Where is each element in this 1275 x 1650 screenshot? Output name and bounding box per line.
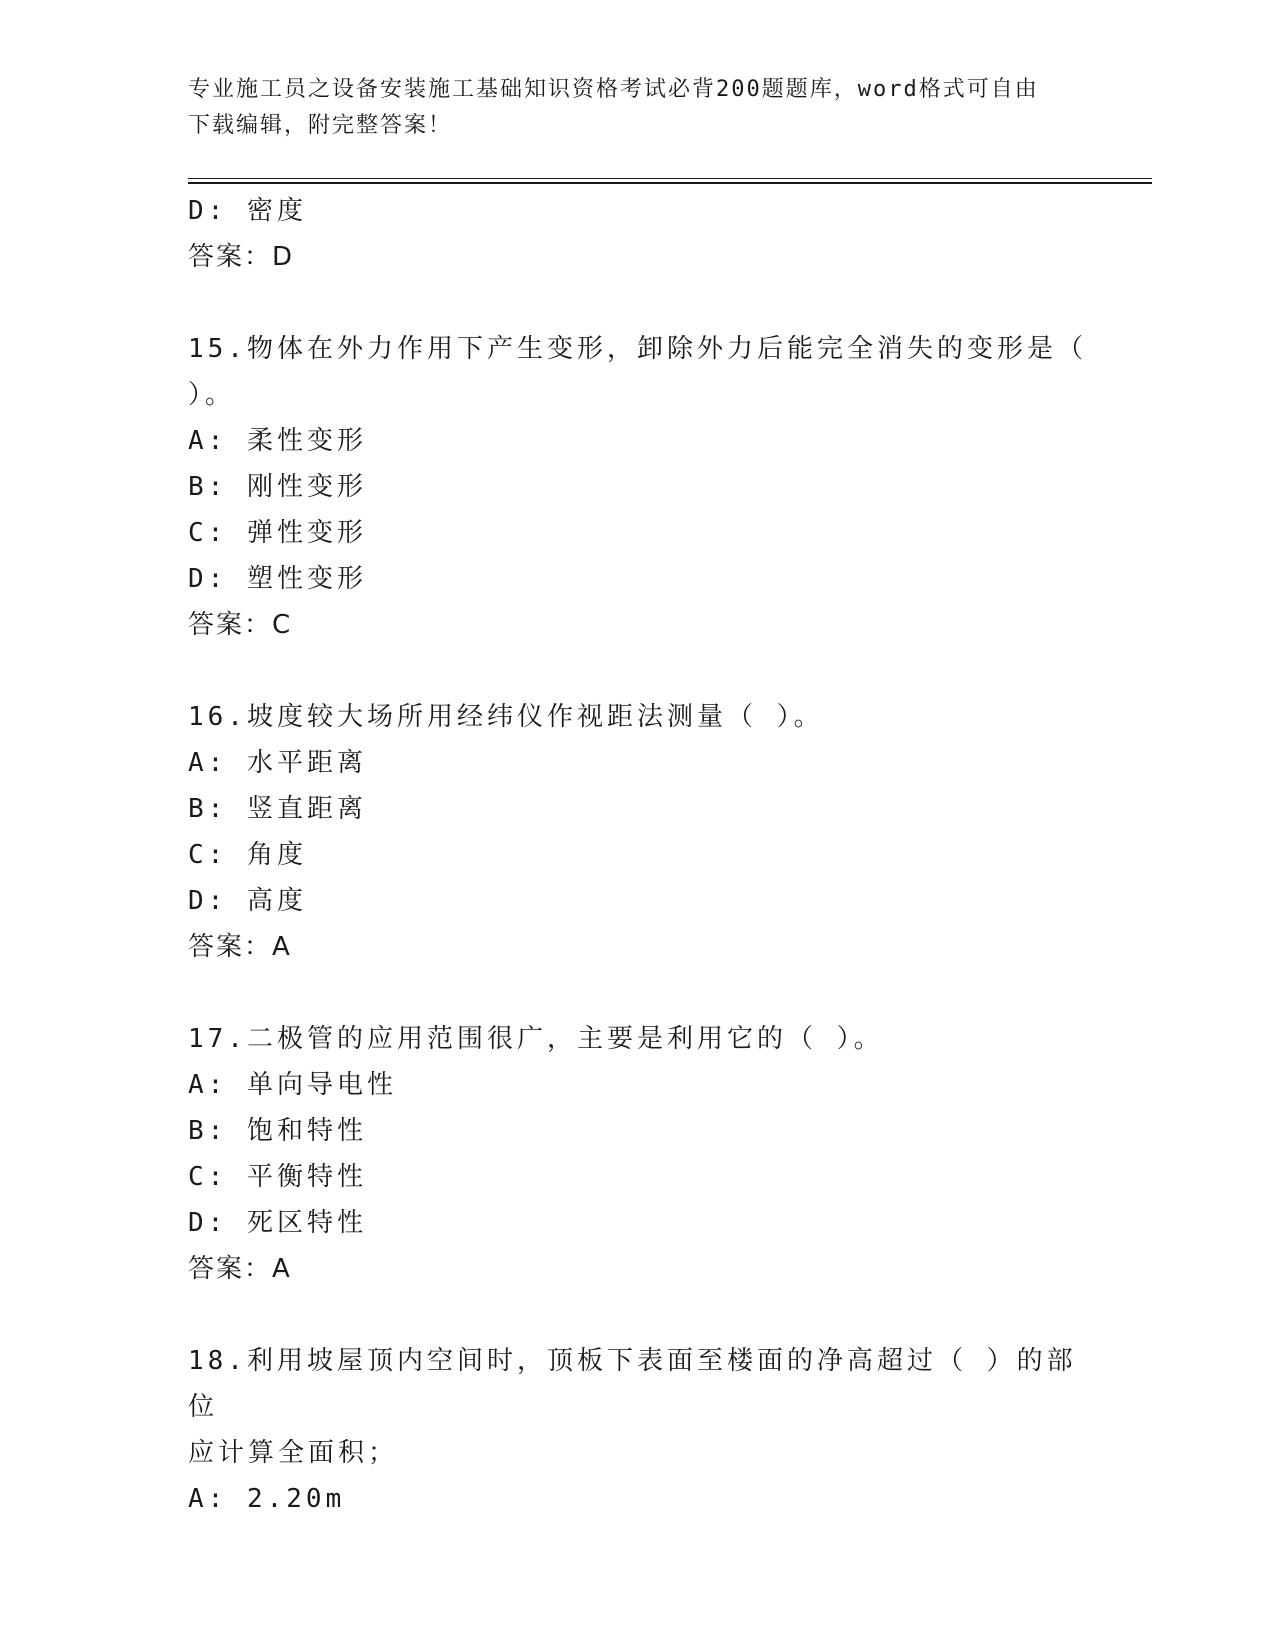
question-17 xyxy=(188,1016,1088,1292)
option-a: A: 单向导电性 xyxy=(188,1070,397,1100)
header-rule-thick xyxy=(188,182,1152,184)
answer-line: 答案：C xyxy=(188,610,293,640)
option-d: D: 高度 xyxy=(188,886,307,916)
option-c: C: 角度 xyxy=(188,840,307,870)
answer-line: 答案：D xyxy=(188,242,295,272)
question-text: 17.二极管的应用范围很广，主要是利用它的（ ）。 xyxy=(188,1024,884,1054)
question-15 xyxy=(188,326,1088,648)
option-b: B: 竖直距离 xyxy=(188,794,367,824)
question-text-continued: 应计算全面积； xyxy=(188,1438,399,1468)
question-list xyxy=(188,188,1088,1522)
option-d: D: 密度 xyxy=(188,196,307,226)
option-b: B: 饱和特性 xyxy=(188,1116,367,1146)
answer-line: 答案：A xyxy=(188,932,292,962)
header-line-1: 专业施工员之设备安装施工基础知识资格考试必背200题题库，word格式可自由 xyxy=(188,77,1039,102)
header-rule-thin xyxy=(188,178,1152,179)
option-a: A: 水平距离 xyxy=(188,748,367,778)
option-d: D: 塑性变形 xyxy=(188,564,367,594)
option-a: A: 2.20m xyxy=(188,1484,346,1514)
question-16 xyxy=(188,694,1088,970)
document-header xyxy=(188,72,1088,144)
question-text: 18.利用坡屋顶内空间时，顶板下表面至楼面的净高超过（ ）的部位 xyxy=(188,1346,1077,1422)
question-14-tail xyxy=(188,188,1088,280)
question-18 xyxy=(188,1338,1088,1522)
option-d: D: 死区特性 xyxy=(188,1208,367,1238)
option-c: C: 平衡特性 xyxy=(188,1162,367,1192)
question-text: 16.坡度较大场所用经纬仪作视距法测量（ ）。 xyxy=(188,702,824,732)
header-line-2: 下载编辑，附完整答案！ xyxy=(188,113,453,138)
option-c: C: 弹性变形 xyxy=(188,518,367,548)
option-a: A: 柔性变形 xyxy=(188,426,367,456)
question-text-continued: ）。 xyxy=(188,380,236,410)
answer-line: 答案：A xyxy=(188,1254,292,1284)
option-b: B: 刚性变形 xyxy=(188,472,367,502)
question-text: 15.物体在外力作用下产生变形，卸除外力后能完全消失的变形是（ xyxy=(188,334,1087,364)
